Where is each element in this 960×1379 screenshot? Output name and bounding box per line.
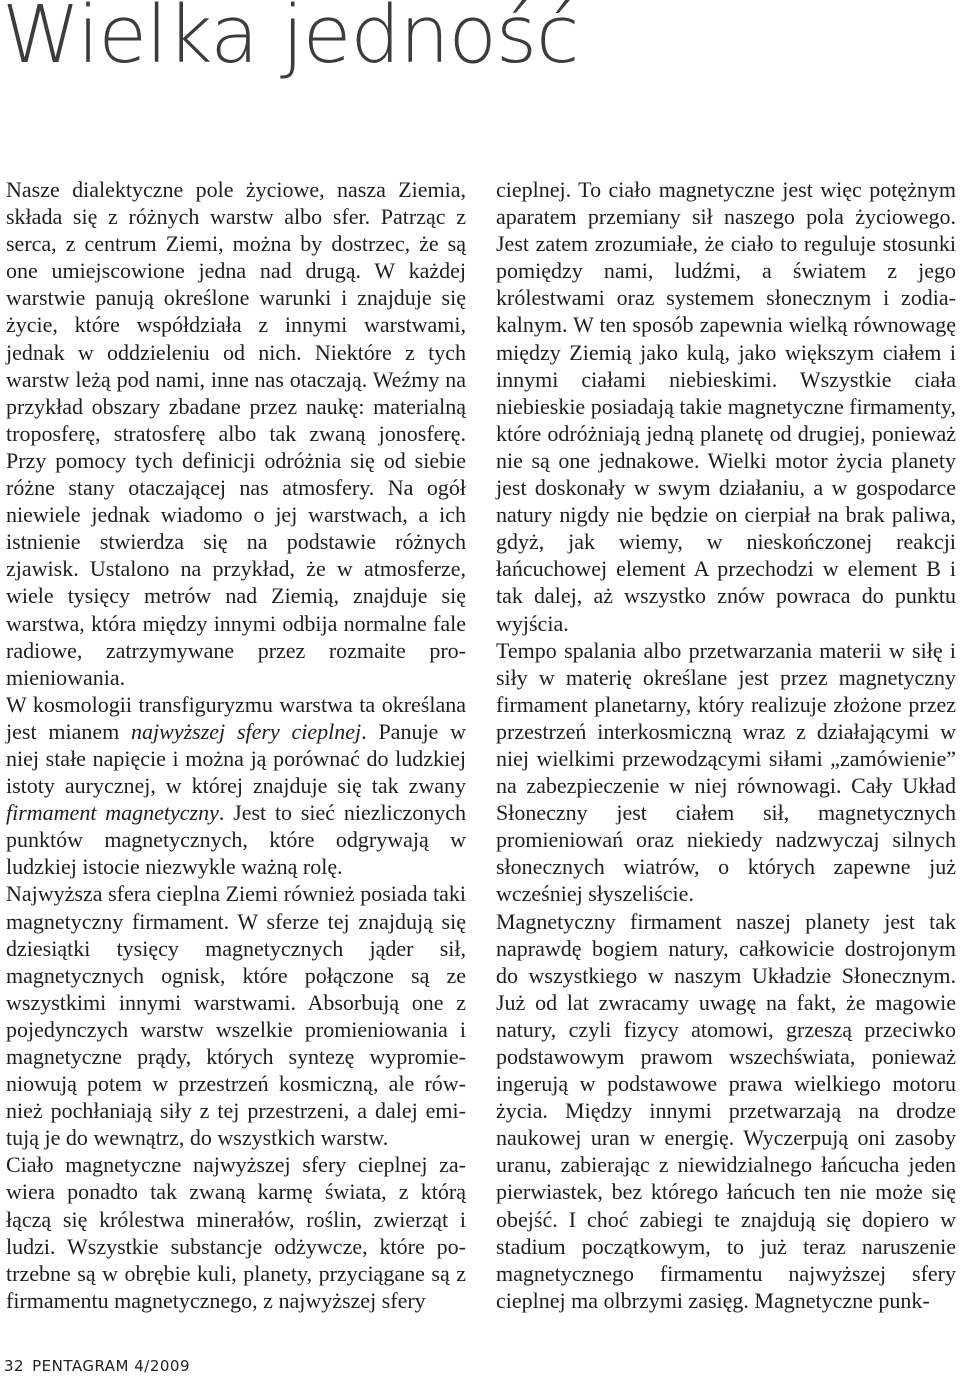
paragraph: Magnetyczny firmament naszej planety jest tak naprawdę bogiem natury, całkowicie dostrojonym do wszystkiego w naszym Układzie Słonecznym. Już od lat zwracamy uwagę na fakt, że magowie natury, czyli fizycy atomowi, grzeszą przeciwko podstawowym prawom wszechświata, ponieważ ingerują w podstawowe prawa wielkiego motoru życia. Między innymi przetwarzają na drodze naukowej uran w energię. Wyczerpują oni zasoby uranu, zabierając z niewidzialnego łańcucha jeden pierwiastek, bez którego łańcuch ten nie może się obejść. I choć zabiegi te znajdują się dopiero w stadium początkowym, to już teraz naruszenie magnetycznego firmamentu najwyższej sfery cieplnej ma olbrzymi zasięg. Magnetyczne punk- [496, 908, 956, 1313]
paragraph: Nasze dialektyczne pole życiowe, nasza Ziemia, składa się z różnych warstw albo sfer. Patrząc z serca, z centrum Ziemi, można by dostrzec, że są one umiejscowione jedna nad drugą. W każdej warstwie panują określone warunki i znajduje się życie, które współdziała z innymi warstwami, jednak w oddzieleniu od nich. Niektóre z tych warstw leżą pod nami, inne nas otaczają. Weźmy na przykład obszary zbadane przez naukę: materialną troposferę, stratosferę albo tak zwaną jonosferę. Przy pomocy tych definicji odróżnia się od siebie różne stany otaczającej nas atmosfery. Na ogół niewiele jednak wiadomo o jej warstwach, a ich istnienie stwierdza się na podstawie różnych zjawisk. Ustalono na przykład, że w atmosferze, wiele tysięcy metrów nad Ziemią, znajduje się warstwa, która między innymi odbija normalne fale radiowe, zatrzymywane przez rozmaite promieniowania. [6, 177, 466, 690]
italic-term: najwyższej sfery cieplnej [131, 718, 362, 744]
text-column-right [496, 176, 956, 1314]
paragraph: Ciało magnetyczne najwyższej sfery cieplnej zawiera ponadto tak zwaną karmę świata, z którą łączą się królestwa minerałów, roślin, zwierząt i ludzi. Wszystkie substancje odżywcze, które potrzebne są w obrębie kuli, planety, przyciągane są z firmamentu magnetycznego, z najwyższej sfery [6, 1152, 466, 1313]
publication-name: PENTAGRAM 4/2009 [32, 1357, 191, 1375]
paragraph: Tempo spalania albo przetwarzania materii w siłę i siły w materię określane jest przez magnetyczny firmament planetarny, który realizuje złożone przez przestrzeń interkosmiczną wraz z działającymi w niej wielkimi przewodzącymi siłami „zamówienie” na zabezpieczenie w niej równowagi. Cały Układ Słoneczny jest ciałem sił, magnetycznych promieniowań oraz niekiedy nadzwyczaj silnych słonecznych wiatrów, o których zapewne już wcześniej słyszeliście. [496, 637, 956, 907]
text-column-left [6, 176, 466, 1314]
paragraph: cieplnej. To ciało magnetyczne jest więc potężnym aparatem przemiany sił naszego pola życiowego. Jest zatem zrozumiałe, że ciało to reguluje stosunki pomiędzy nami, ludźmi, a światem z jego królestwami oraz systemem słonecznym i zodiakalnym. W ten sposób zapewnia wielką równowagę między Ziemią jako kulą, jako większym ciałem i innymi ciałami niebieskimi. Wszystkie ciała niebieskie posiadają takie magnetyczne firmamenty, które odróżniają jedną planetę od drugiej, ponieważ nie są one jednakowe. Wielki motor życia planety jest doskonały w swym działaniu, a w gospodarce natury nigdy nie będzie on cierpiał na brak paliwa, gdyż, jak wiemy, w nieskończonej reakcji łańcuchowej element A przechodzi w element B i tak dalej, aż wszystko znów powraca do punktu wyjścia. [496, 177, 956, 636]
page-footer [4, 1357, 190, 1375]
paragraph-text: . Jest to sieć niezliczonych punktów magnetycznych, które odgrywają w ludzkiej istocie niezwykle ważną rolę. [6, 800, 466, 880]
paragraph [6, 691, 466, 881]
paragraph-text: W kosmologii transfiguryzmu warstwa ta określana jest mianem [6, 691, 466, 744]
page-number: 32 [4, 1357, 25, 1375]
paragraph: Najwyższa sfera cieplna Ziemi również posiada taki magnetyczny firmament. W sferze tej znajdują się dziesiątki tysięcy magnetycznych jąder sił, magnetycznych ognisk, które połączone są ze wszystkimi innymi warstwami. Absorbują one z pojedynczych warstw wszelkie promieniowania i magnetyczne prądy, których syntezę wypromieniowują potem w przestrzeń kosmiczną, ale również pochłaniają siły z tej przestrzeni, a dalej emitują je do wewnątrz, do wszystkich warstw. [6, 881, 466, 1151]
italic-term: firmament magnetyczny [6, 800, 219, 826]
paragraph-text: . Panuje w niej stałe napięcie i można ją porównać do ludzkiej istoty aurycznej, w której znajduje się tak zwany [6, 718, 467, 799]
page-title: Wielka jedność [2, 0, 579, 81]
